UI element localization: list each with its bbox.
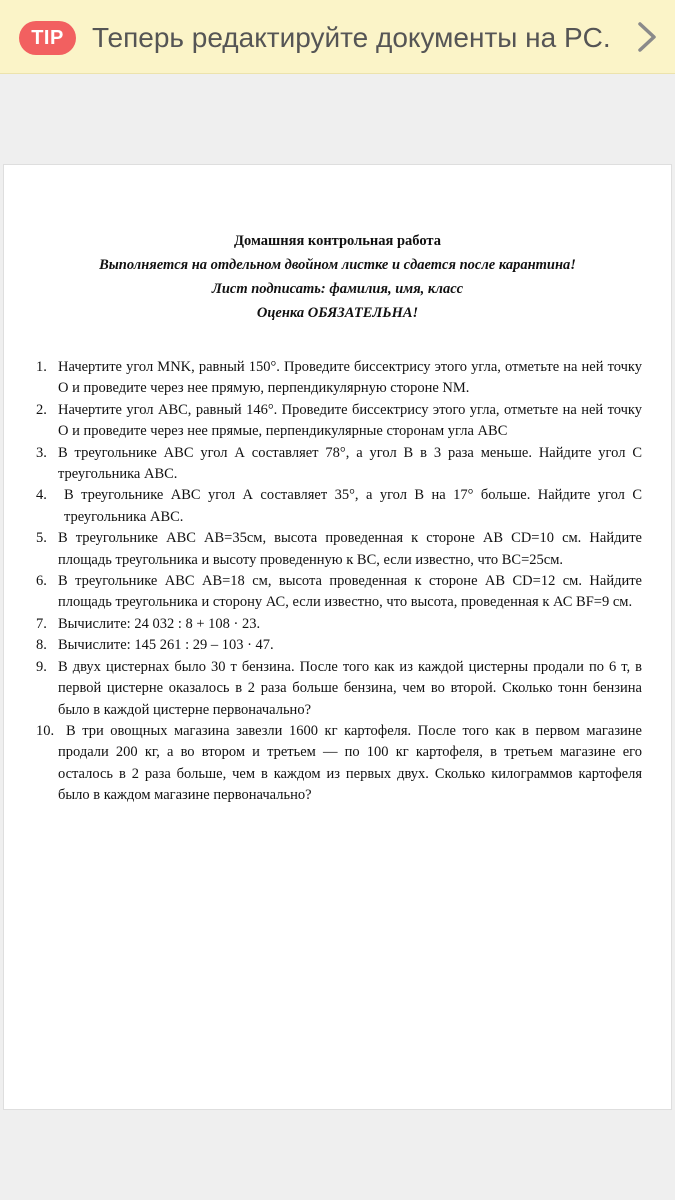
- tip-badge: TIP: [19, 21, 76, 55]
- task-item: [36, 485, 642, 528]
- document-title: Домашняя контрольная работа: [234, 233, 441, 249]
- task-item: [36, 357, 642, 400]
- task-item: [36, 635, 642, 656]
- task-text: В двух цистернах было 30 т бензина. После того как из каждой цистерны продали по 6 т, в первой цистерне оказалось в 2 раза больше бензина, чем во второй. Сколько тонн бензина было в каждой цистерне первоначально?: [58, 658, 642, 718]
- task-text: Начертите угол АВС, равный 146°. Проведите биссектрису этого угла, отметьте на ней точку О и проведите через нее прямые, перпендикулярные сторонам угла АВС: [58, 401, 642, 440]
- task-number: 2.: [36, 401, 47, 418]
- task-number: 6.: [36, 573, 47, 590]
- chevron-right-icon[interactable]: [633, 20, 661, 54]
- task-text: В треугольнике АВС АВ=18 см, высота проведенная к стороне АВ CD=12 см. Найдите площадь треугольника и сторону АС, если известно, что высота, проведенная к АС BF=9 см.: [58, 573, 642, 611]
- task-number: 9.: [36, 658, 47, 675]
- task-number: 7.: [36, 615, 47, 632]
- task-list: [36, 357, 642, 807]
- task-text: В треугольнике АВС угол А составляет 35°, а угол В на 17° больше. Найдите угол С треугольника АВС.: [64, 487, 642, 525]
- tip-banner[interactable]: [0, 0, 675, 74]
- task-text: В треугольнике АВС АВ=35см, высота проведенная к стороне АВ CD=10 см. Найдите площадь треугольника и высоту проведенную к ВС, если известно, что ВС=25см.: [58, 530, 642, 568]
- task-number: 4.: [36, 487, 47, 504]
- document-header: [4, 229, 671, 325]
- task-item: [36, 400, 642, 443]
- task-item: [36, 614, 642, 635]
- task-text: В три овощных магазина завезли 1600 кг картофеля. После того как в первом магазине продали 200 кг, а во втором и третьем — по 100 кг картофеля, в третьем магазине его осталось в 2 раза больше, чем в каждом из первых двух. Сколько килограммов картофеля было в каждом магазине первоначально?: [58, 722, 642, 804]
- document-page: [3, 164, 672, 1110]
- document-subtitle-3: Оценка ОБЯЗАТЕЛЬНА!: [256, 305, 419, 321]
- document-subtitle-2: Лист подписать: фамилия, имя, класс: [211, 281, 464, 297]
- task-text: Вычислите: 24 032 : 8 + 108 · 23.: [58, 615, 261, 632]
- task-number: 3.: [36, 444, 47, 461]
- task-item: [36, 657, 642, 721]
- task-number: 5.: [36, 530, 47, 547]
- task-text: Начертите угол MNK, равный 150°. Проведите биссектрису этого угла, отметьте на ней точку О и проведите через нее прямую, перпендикулярную стороне NM.: [58, 359, 642, 397]
- task-item: [36, 721, 642, 807]
- task-item: [36, 528, 642, 571]
- task-text: Вычислите: 145 261 : 29 – 103 · 47.: [58, 637, 274, 654]
- task-text: В треугольнике АВС угол А составляет 78°, а угол В в 3 раза меньше. Найдите угол С треугольника АВС.: [58, 444, 642, 483]
- document-subtitle-1: Выполняется на отдельном двойном листке и сдается после карантина!: [99, 257, 576, 273]
- task-number: 10.: [36, 722, 55, 739]
- task-item: [36, 571, 642, 614]
- task-item: [36, 443, 642, 486]
- task-number: 1.: [36, 359, 47, 375]
- task-number: 8.: [36, 637, 47, 654]
- tip-message[interactable]: Теперь редактируйте документы на PC.: [92, 22, 611, 53]
